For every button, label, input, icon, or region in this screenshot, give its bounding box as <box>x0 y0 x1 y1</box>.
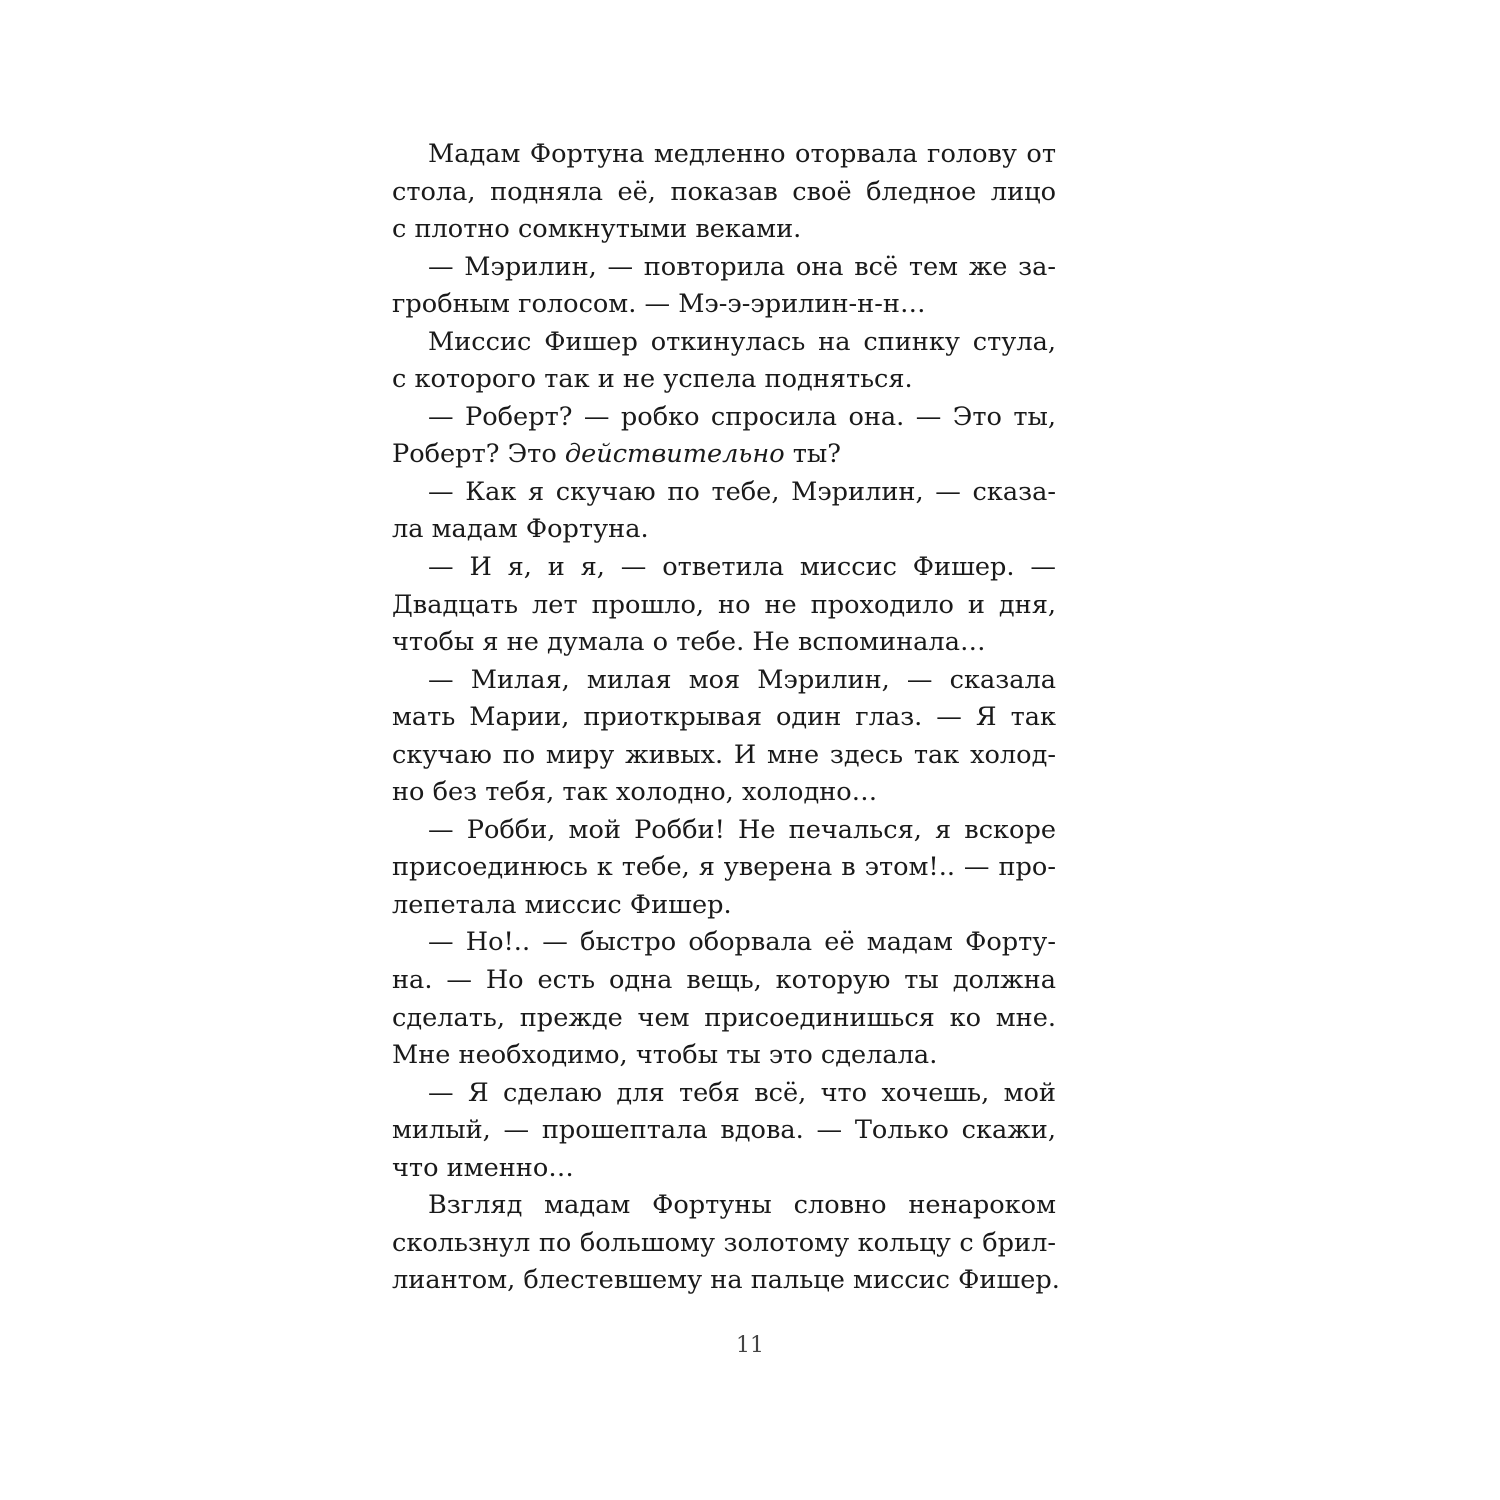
text-line: — Робби, мой Робби! Не печалься, я вскоре <box>428 814 1056 845</box>
text-line: мать Марии, приоткрывая один глаз. — Я так <box>392 702 1056 733</box>
text-line: лиантом, блестевшему на пальце миссис Фишер. <box>392 1265 1060 1296</box>
text-line: — Роберт? — робко спросила она. — Это ты, <box>428 401 1056 432</box>
text-line: сделать, прежде чем присоединишься ко мне. <box>392 1002 1056 1033</box>
text-line: скользнул по большому золотому кольцу с брил- <box>392 1227 1056 1258</box>
emphasized-word: действительно <box>564 439 785 470</box>
text-line: на. — Но есть одна вещь, которую ты должна <box>392 965 1056 996</box>
text-line: присоединюсь к тебе, я уверена в этом!.. — про- <box>392 852 1056 883</box>
text-line: — Милая, милая моя Мэрилин, — сказала <box>428 664 1056 695</box>
text-line: с которого так и не успела подняться. <box>392 364 913 395</box>
text-line: — Но!.. — быстро оборвала её мадам Форту- <box>428 927 1056 958</box>
text-line: Мне необходимо, чтобы ты это сделала. <box>392 1040 938 1071</box>
text-line: — Как я скучаю по тебе, Мэрилин, — сказа- <box>428 476 1056 507</box>
text-line: лепетала миссис Фишер. <box>392 889 732 920</box>
text-line: чтобы я не думала о тебе. Не вспоминала… <box>392 627 986 658</box>
text-line: Двадцать лет прошло, но не проходило и дня, <box>392 589 1056 620</box>
text-line: — Мэрилин, — повторила она всё тем же за- <box>428 251 1056 282</box>
text-line: что именно… <box>392 1152 574 1183</box>
text-line: скучаю по миру живых. И мне здесь так холод- <box>392 739 1056 770</box>
page-number: 11 <box>736 1333 764 1358</box>
text-line: гробным голосом. — Мэ-э-эрилин-н-н… <box>392 289 926 320</box>
text-segment: ты? <box>784 439 842 470</box>
text-line: — Я сделаю для тебя всё, что хочешь, мой <box>428 1077 1056 1108</box>
text-line: стола, подняла её, показав своё бледное лицо <box>392 176 1056 207</box>
text-line: Взгляд мадам Фортуны словно ненароком <box>428 1190 1056 1221</box>
text-line: ла мадам Фортуна. <box>392 514 649 545</box>
text-segment: Роберт? Это <box>392 439 565 470</box>
text-line <box>392 436 1056 474</box>
text-line: с плотно сомкнутыми веками. <box>392 214 802 245</box>
text-line: — И я, и я, — ответила миссис Фишер. — <box>428 552 1056 583</box>
text-line: Мадам Фортуна медленно оторвала голову от <box>428 139 1056 169</box>
text-line: милый, — прошептала вдова. — Только скажи, <box>392 1115 1056 1146</box>
text-line: но без тебя, так холодно, холодно… <box>392 777 878 808</box>
body-text <box>392 136 1060 1300</box>
text-line: Миссис Фишер откинулась на спинку стула, <box>428 326 1056 357</box>
